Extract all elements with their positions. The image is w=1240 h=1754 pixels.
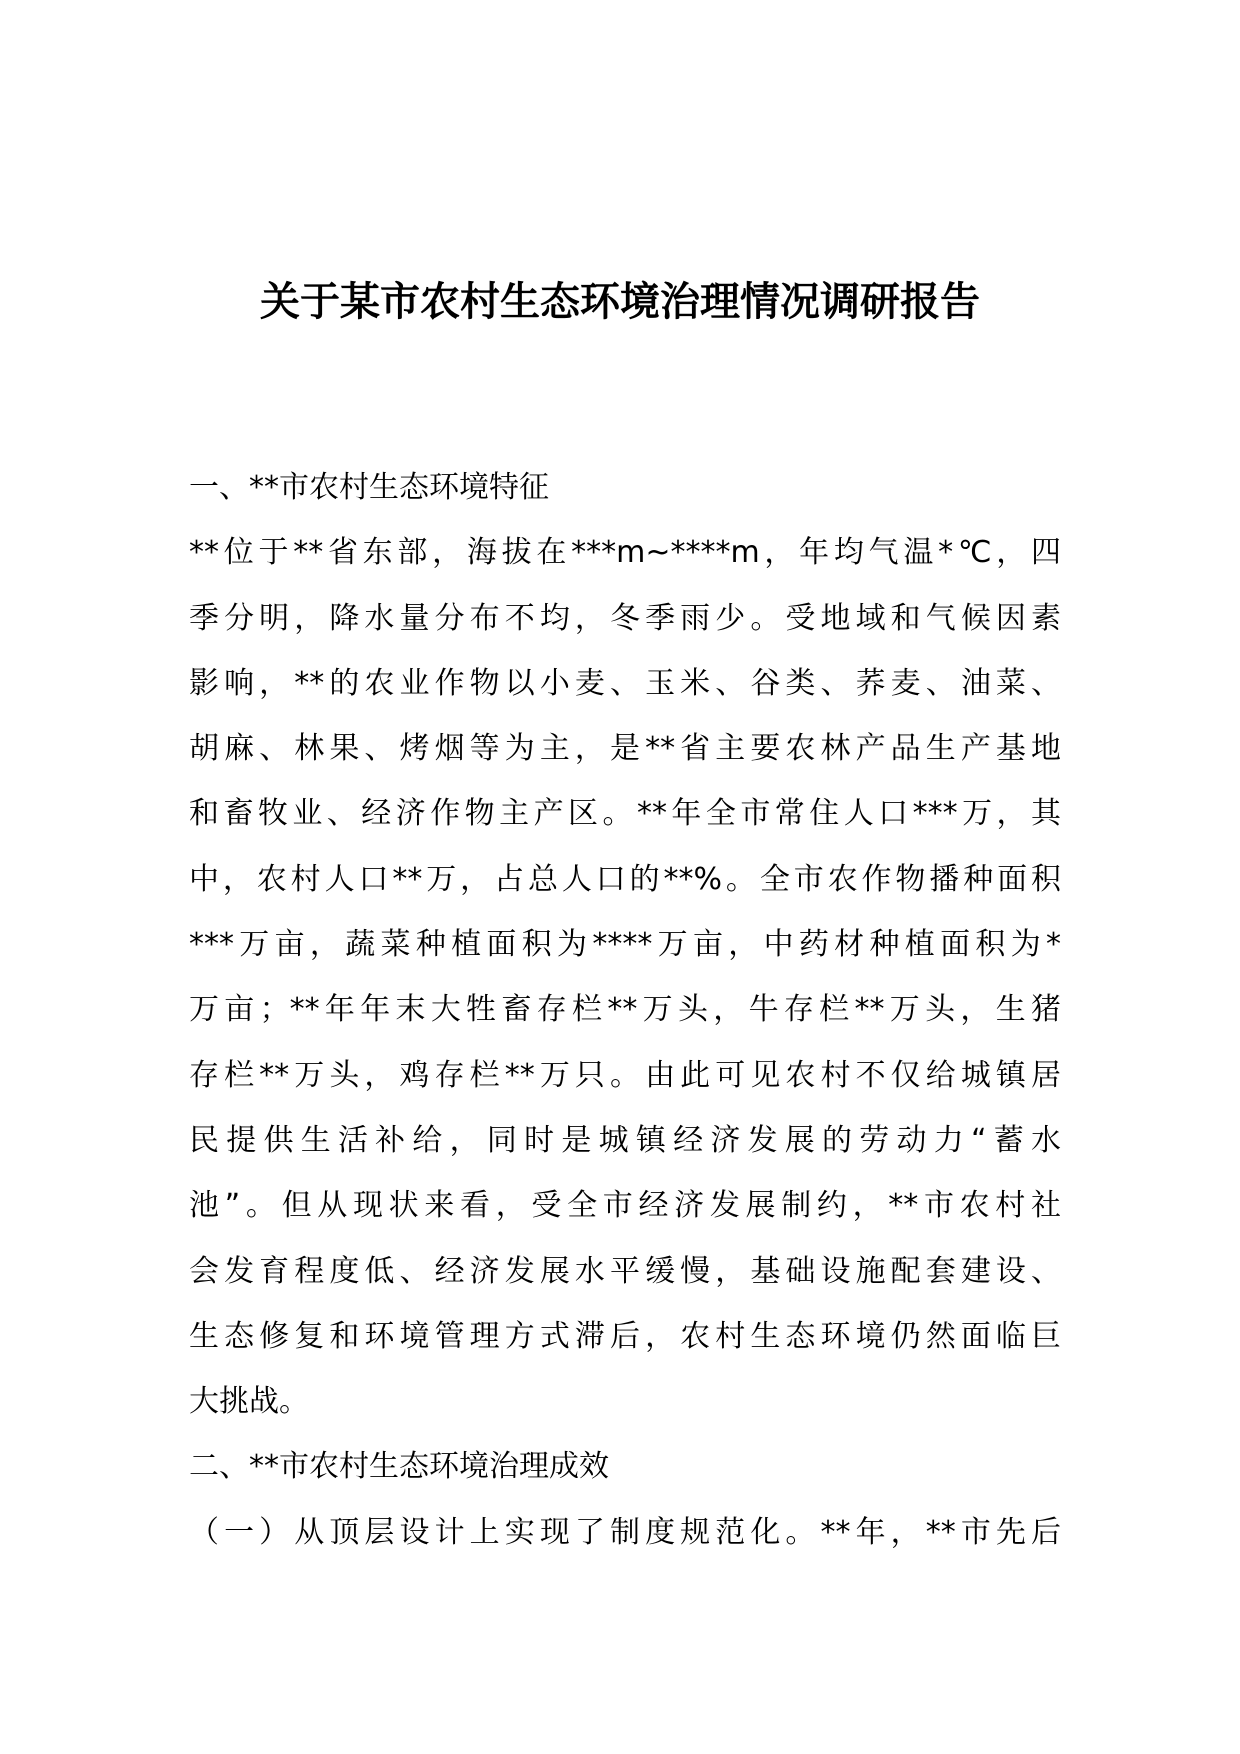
paragraph-line: 季分明，降水量分布不均，冬季雨少。受地域和气候因素 bbox=[189, 600, 1061, 636]
paragraph-line: 和畜牧业、经济作物主产区。**年全市常住人口***万，其 bbox=[189, 796, 1061, 832]
paragraph-line: 生态修复和环境管理方式滞后，农村生态环境仍然面临巨 bbox=[189, 1318, 1061, 1354]
paragraph-line: 影响，**的农业作物以小麦、玉米、谷类、荞麦、油菜、 bbox=[189, 665, 1061, 701]
paragraph-line: 中，农村人口**万，占总人口的**%。全市农作物播种面积 bbox=[189, 861, 1061, 897]
document-title: 关于某市农村生态环境治理情况调研报告 bbox=[260, 279, 980, 325]
paragraph-line: 存栏**万头，鸡存栏**万只。由此可见农村不仅给城镇居 bbox=[189, 1057, 1061, 1093]
paragraph-line: 胡麻、林果、烤烟等为主，是**省主要农林产品生产基地 bbox=[189, 731, 1061, 767]
paragraph-line: 万亩；**年年末大牲畜存栏**万头，牛存栏**万头，生猪 bbox=[189, 992, 1061, 1028]
paragraph-line: 大挑战。 bbox=[189, 1384, 309, 1420]
section-heading: 二、**市农村生态环境治理成效 bbox=[189, 1449, 609, 1485]
section-heading: 一、**市农村生态环境特征 bbox=[189, 470, 549, 505]
paragraph-line: （一）从顶层设计上实现了制度规范化。**年，**市先后 bbox=[189, 1514, 1061, 1550]
paragraph-line: 民提供生活补给，同时是城镇经济发展的劳动力“蓄水 bbox=[189, 1122, 1061, 1158]
paragraph-line: **位于**省东部，海拔在***m~****m，年均气温*℃，四 bbox=[189, 535, 1061, 571]
paragraph-line: 池”。但从现状来看，受全市经济发展制约，**市农村社 bbox=[189, 1188, 1061, 1224]
paragraph-line: 会发育程度低、经济发展水平缓慢，基础设施配套建设、 bbox=[189, 1253, 1061, 1289]
document-body bbox=[189, 455, 1061, 1565]
paragraph-line: ***万亩，蔬菜种植面积为****万亩，中药材种植面积为* bbox=[189, 927, 1061, 963]
